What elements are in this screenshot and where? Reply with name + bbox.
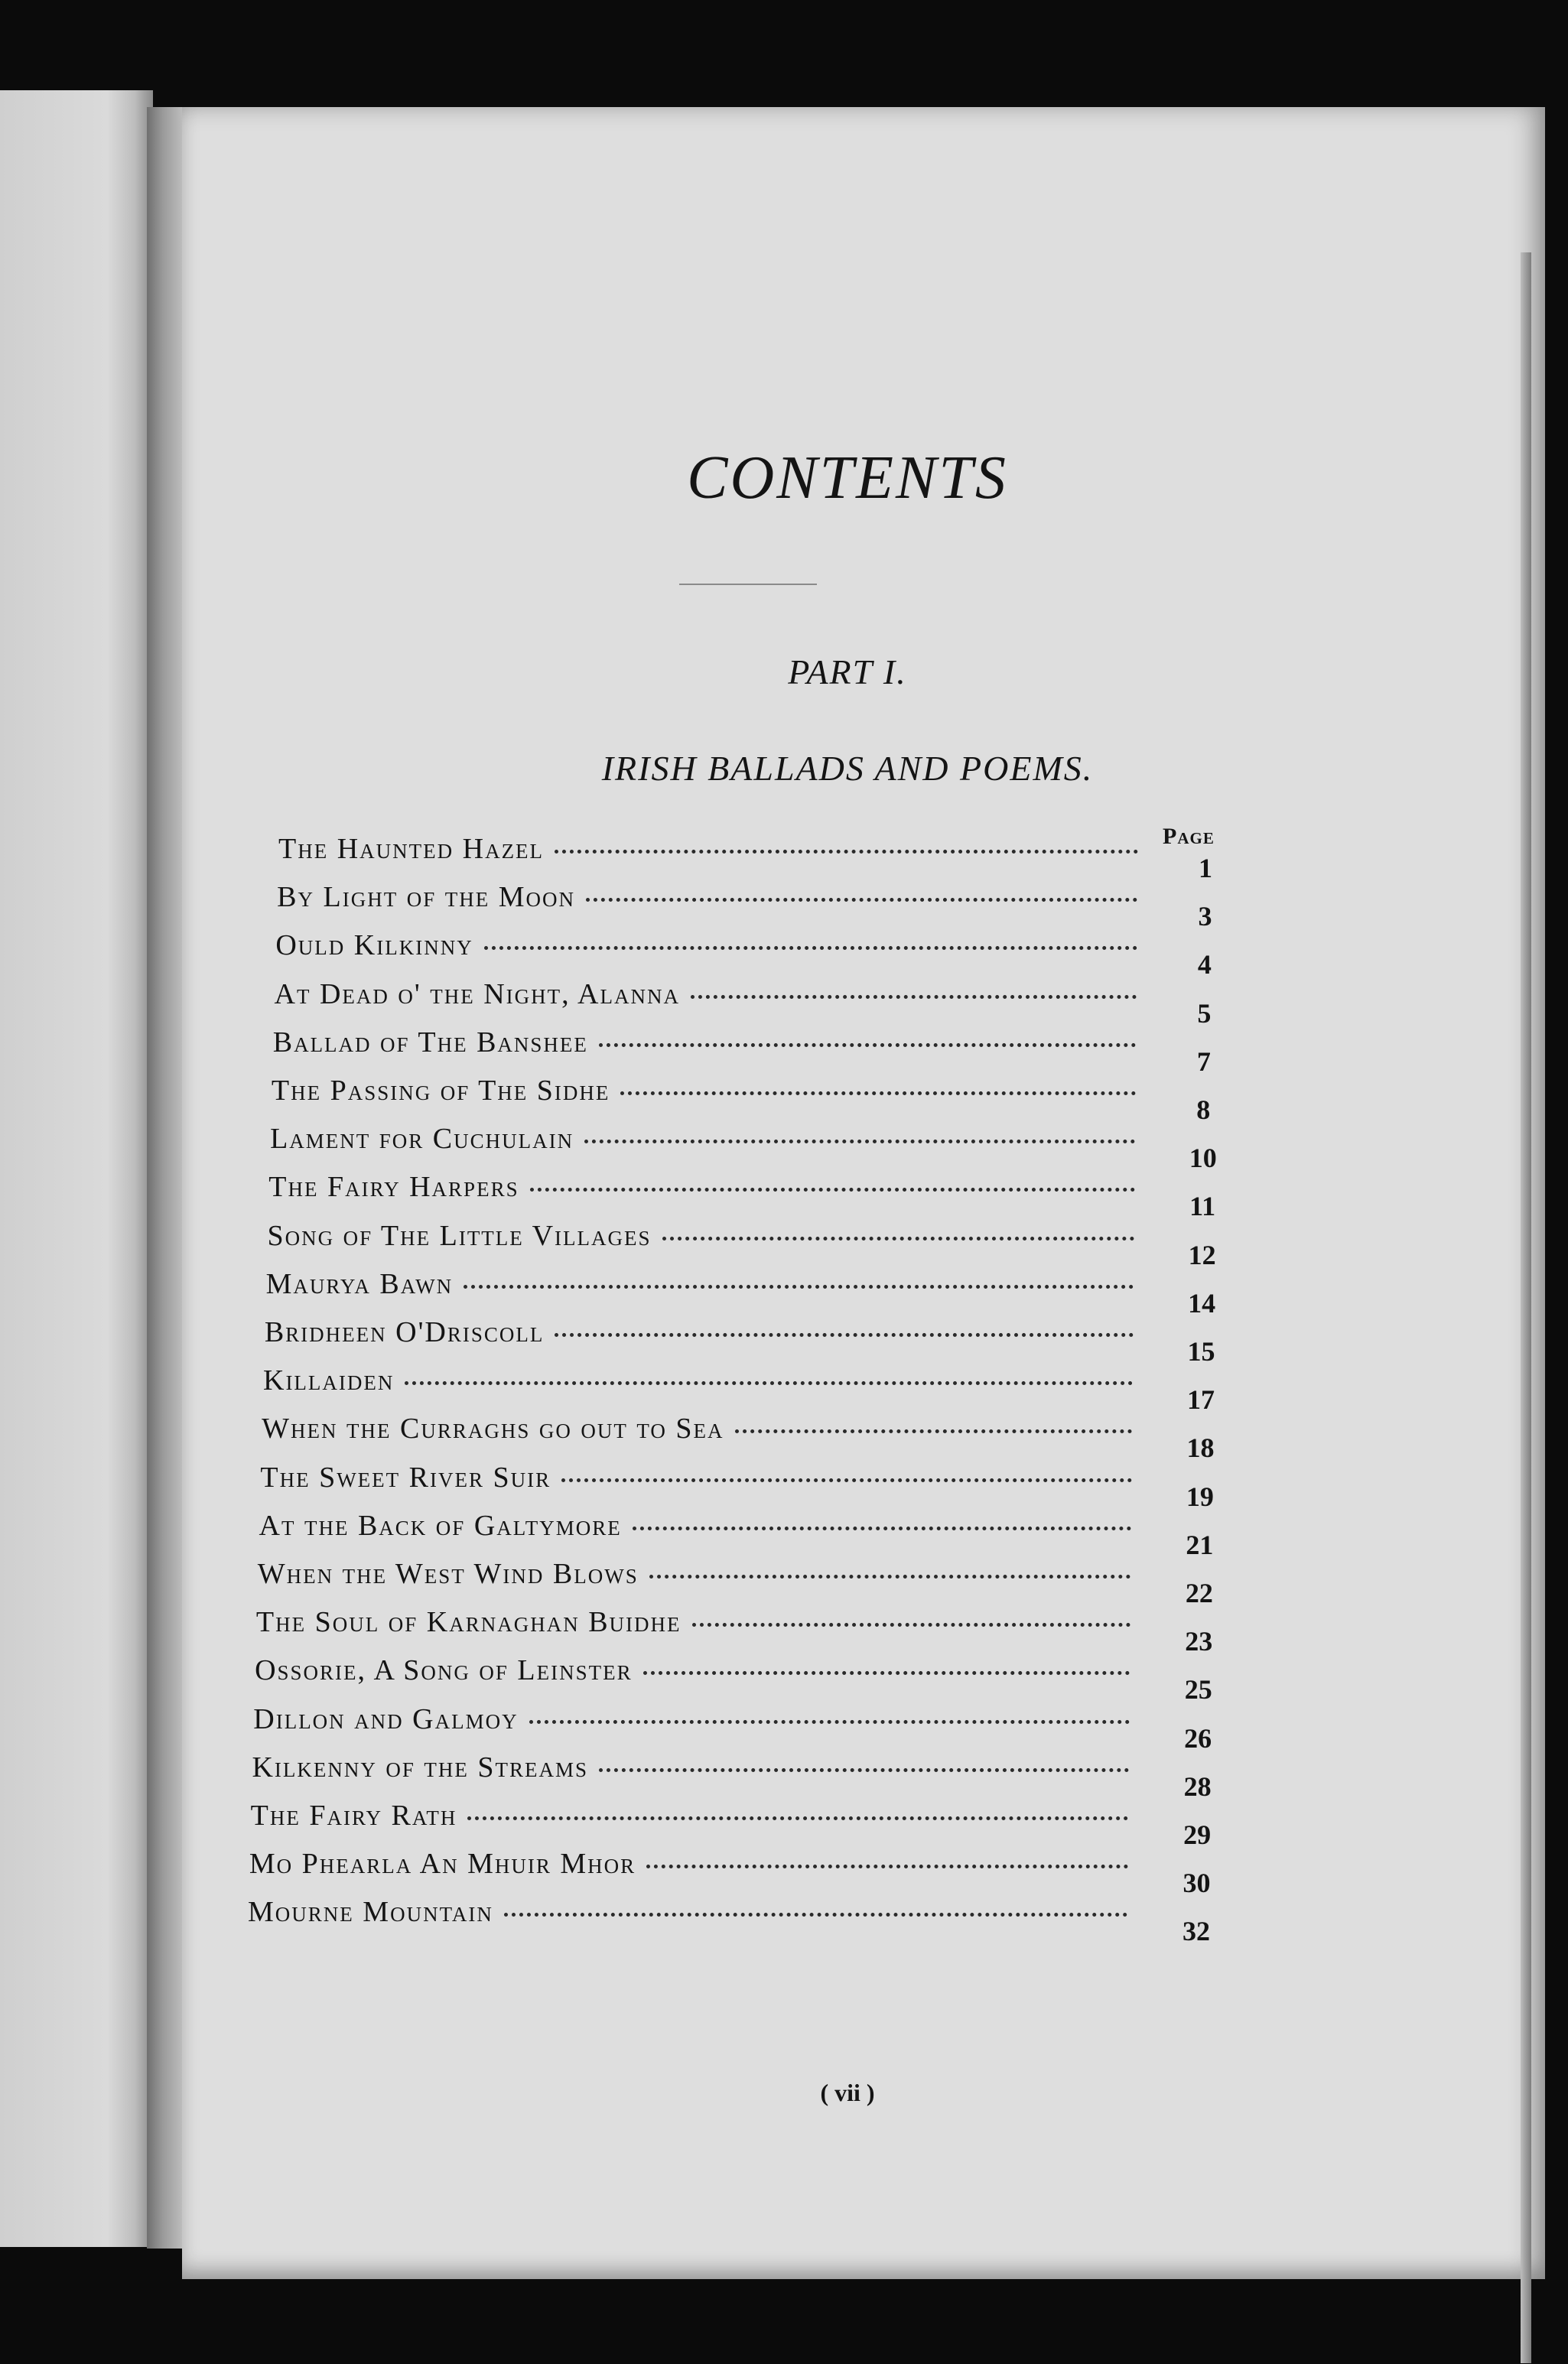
- toc-entry-title: Mo Phearla An Mhuir Mhor: [249, 1848, 636, 1881]
- toc-entry: [268, 1170, 1145, 1213]
- toc-entry-page: 26: [1184, 1722, 1212, 1754]
- page-content: [182, 107, 1545, 2279]
- toc-entry: [253, 1702, 1140, 1745]
- toc-entry-page: 18: [1186, 1432, 1215, 1464]
- toc-entry-page: 7: [1196, 1045, 1211, 1077]
- toc-entry-title: Mourne Mountain: [248, 1896, 493, 1929]
- toc-entry-title: At Dead o' the Night, Alanna: [274, 977, 680, 1010]
- toc-entry-title: Ballad of The Banshee: [272, 1026, 588, 1058]
- toc-leader-dots: [646, 1865, 1127, 1868]
- toc-entry-title: Bridheen O'Driscoll: [264, 1316, 545, 1348]
- toc-entry-title: Dillon and Galmoy: [253, 1702, 519, 1735]
- toc-entry: [265, 1315, 1144, 1358]
- toc-entry: [263, 1364, 1143, 1406]
- toc-entry-title: Kilkenny of the Streams: [252, 1751, 589, 1784]
- toc-entry-page: 17: [1187, 1384, 1215, 1416]
- toc-leader-dots: [586, 898, 1137, 902]
- part-heading: PART I.: [788, 652, 907, 691]
- toc-entry-page: 12: [1188, 1239, 1216, 1270]
- toc-entry-title: The Sweet River Suir: [260, 1461, 551, 1494]
- toc-leader-dots: [691, 995, 1137, 999]
- toc-entry-page: 21: [1186, 1529, 1214, 1560]
- toc-entry-title: When the West Wind Blows: [257, 1558, 639, 1590]
- book-page: [182, 107, 1545, 2279]
- toc-entry-title: When the Curraghs go out to Sea: [262, 1413, 724, 1445]
- toc-entry: [249, 1847, 1139, 1890]
- toc-entry: [273, 1026, 1147, 1068]
- toc-entry-page: 23: [1185, 1626, 1213, 1657]
- toc-entry-title: The Haunted Hazel: [278, 833, 545, 865]
- book-gutter: [147, 107, 187, 2249]
- toc-leader-dots: [504, 1913, 1127, 1917]
- toc-entry: [251, 1799, 1140, 1842]
- toc-entry: [260, 1461, 1142, 1504]
- toc-leader-dots: [464, 1285, 1134, 1289]
- toc-entry-title: Killaiden: [263, 1364, 395, 1397]
- toc-entry-page: 5: [1197, 997, 1212, 1029]
- toc-leader-dots: [662, 1237, 1134, 1241]
- toc-entry-title: At the Back of Galtymore: [259, 1509, 622, 1542]
- toc-entry-title: By Light of the Moon: [277, 881, 575, 914]
- toc-entry-page: 14: [1188, 1287, 1216, 1319]
- toc-entry: [262, 1412, 1143, 1455]
- toc-entry-page: 11: [1189, 1191, 1216, 1222]
- toc-leader-dots: [405, 1381, 1133, 1385]
- toc-entry-page: 1: [1199, 853, 1212, 883]
- toc-entry: [275, 977, 1148, 1020]
- toc-entry-page: 22: [1185, 1578, 1213, 1608]
- toc-entry: [267, 1219, 1144, 1262]
- toc-entry-page: 19: [1186, 1481, 1214, 1512]
- toc-entry-page: 4: [1197, 949, 1212, 980]
- toc-leader-dots: [599, 1043, 1137, 1047]
- toc-leader-dots: [561, 1478, 1132, 1482]
- page-column-header: Page: [1163, 824, 1215, 849]
- toc-entry: [248, 1895, 1138, 1938]
- toc-entry-title: Ossorie, A Song of Leinster: [255, 1654, 633, 1687]
- toc-entry: [256, 1605, 1141, 1648]
- toc-entry: [252, 1751, 1139, 1793]
- section-heading: IRISH BALLADS AND POEMS.: [601, 749, 1094, 788]
- toc-entry-page: 32: [1183, 1916, 1210, 1947]
- toc-leader-dots: [584, 1140, 1135, 1143]
- toc-leader-dots: [555, 1333, 1133, 1337]
- toc-leader-dots: [484, 946, 1137, 950]
- folio: ( vii ): [820, 2079, 875, 2106]
- toc-entry: [266, 1267, 1145, 1310]
- toc-leader-dots: [643, 1671, 1130, 1675]
- toc-entry-page: 25: [1184, 1674, 1212, 1706]
- toc-entry-page: 10: [1189, 1143, 1217, 1174]
- toc-entry: [275, 928, 1147, 971]
- toc-entry-page: 8: [1196, 1094, 1211, 1125]
- toc-entry-title: Maurya Bawn: [265, 1267, 454, 1300]
- page-title: CONTENTS: [687, 444, 1008, 512]
- toc-entry-page: 30: [1183, 1868, 1211, 1899]
- toc-entry: [270, 1122, 1146, 1165]
- toc-entry-page: 15: [1187, 1336, 1215, 1367]
- toc-entry-title: The Passing of The Sidhe: [271, 1075, 610, 1107]
- toc-leader-dots: [530, 1188, 1135, 1192]
- toc-leader-dots: [555, 850, 1138, 854]
- toc-entry-page: 29: [1183, 1819, 1212, 1850]
- toc-entry: [278, 832, 1149, 875]
- toc-leader-dots: [692, 1623, 1130, 1627]
- toc-entry-title: Ould Kilkinny: [275, 929, 473, 962]
- toc-entry-page: 28: [1183, 1771, 1212, 1802]
- toc-entry: [255, 1653, 1140, 1696]
- toc-entry-title: Song of The Little Villages: [267, 1219, 652, 1252]
- toc-entry-title: Lament for Cuchulain: [270, 1123, 574, 1156]
- toc-entry: [272, 1074, 1147, 1117]
- toc-leader-dots: [529, 1720, 1130, 1724]
- toc-leader-dots: [620, 1091, 1135, 1095]
- toc-leader-dots: [599, 1768, 1129, 1772]
- toc-leader-dots: [649, 1575, 1131, 1579]
- toc-entry-title: The Fairy Harpers: [268, 1171, 519, 1204]
- toc-entry-title: The Fairy Rath: [250, 1800, 457, 1832]
- table-of-contents: [182, 107, 1545, 2279]
- toc-leader-dots: [467, 1816, 1128, 1820]
- toc-leader-dots: [735, 1429, 1133, 1433]
- toc-entry: [277, 880, 1148, 923]
- toc-entry-title: The Soul of Karnaghan Buidhe: [255, 1606, 682, 1639]
- toc-entry-page: 3: [1198, 901, 1212, 932]
- toc-entry: [259, 1509, 1143, 1552]
- toc-leader-dots: [633, 1527, 1131, 1530]
- facing-page: [0, 90, 153, 2247]
- toc-entry: [258, 1557, 1142, 1600]
